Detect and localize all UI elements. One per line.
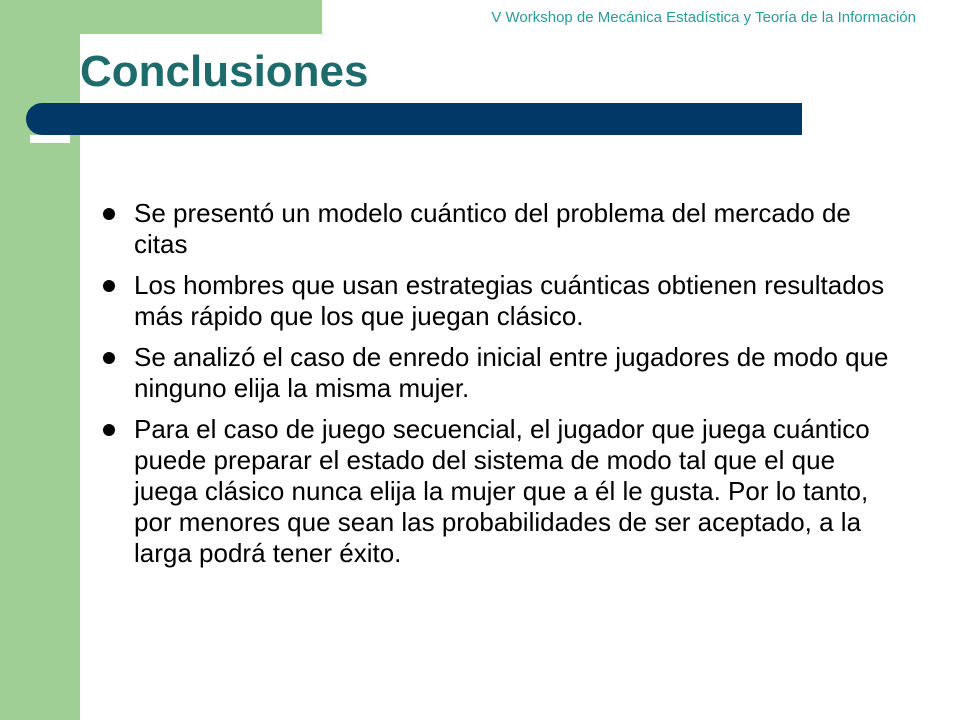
top-decor-strip: [80, 0, 322, 34]
bullet-dot-icon: [103, 280, 115, 292]
bullet-dot-icon: [103, 208, 115, 220]
bullet-item: [100, 414, 890, 569]
bullet-list: [100, 198, 890, 579]
bullet-dot-icon: [103, 352, 115, 364]
bullet-dot-icon: [103, 424, 115, 436]
bullet-text: Se presentó un modelo cuántico del problema del mercado de citas: [134, 198, 851, 259]
bullet-text: Para el caso de juego secuencial, el jugador que juega cuántico puede preparar el estado del sistema de modo tal que el que juega clásico nunca elija la mujer que a él le gusta. Por lo tanto, por menores que sean las probabilidades de ser aceptado, a la larga podrá tener éxito.: [134, 414, 870, 568]
bullet-item: [100, 198, 890, 260]
slide-title: Conclusiones: [80, 47, 369, 96]
bullet-text: Se analizó el caso de enredo inicial entre jugadores de modo que ninguno elija la misma mujer.: [134, 342, 889, 403]
title-bar-notch: [30, 135, 70, 143]
bullet-text: Los hombres que usan estrategias cuánticas obtienen resultados más rápido que los que juegan clásico.: [134, 270, 885, 331]
bullet-item: [100, 270, 890, 332]
title-underline-bar: [26, 103, 802, 135]
workshop-header: V Workshop de Mecánica Estadística y Teoría de la Información: [491, 9, 916, 26]
bullet-item: [100, 342, 890, 404]
